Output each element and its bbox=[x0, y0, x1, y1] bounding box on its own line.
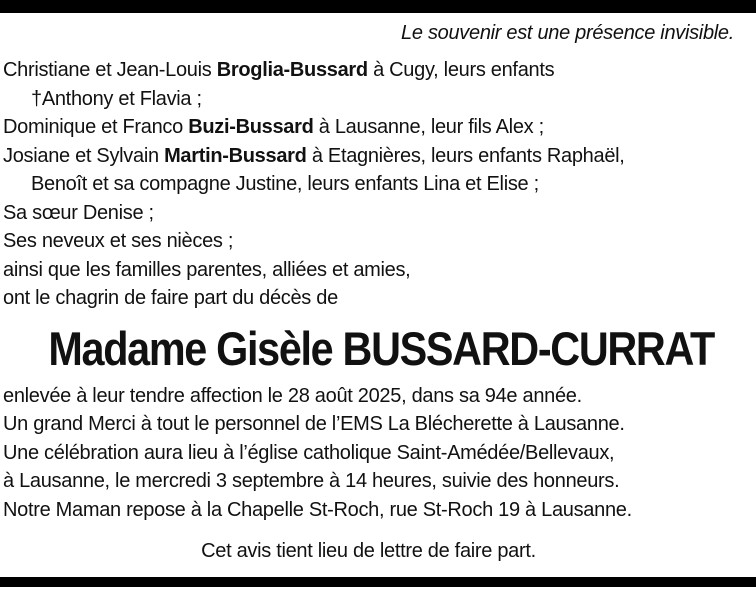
family-lines bbox=[3, 56, 734, 313]
family-line bbox=[3, 170, 734, 199]
detail-line: à Lausanne, le mercredi 3 septembre à 14 heures, suivie des honneurs. bbox=[3, 470, 620, 492]
family-line-text: à Lausanne, leur fils Alex ; bbox=[313, 116, 544, 138]
family-surname: Broglia-Bussard bbox=[216, 59, 368, 81]
family-line-text: Benoît et sa compagne Justine, leurs enfants Lina et Elise ; bbox=[31, 173, 539, 195]
detail-line: Notre Maman repose à la Chapelle St-Roch, rue St-Roch 19 à Lausanne. bbox=[3, 498, 632, 521]
family-line-text: à Cugy, leurs enfants bbox=[367, 59, 555, 81]
family-line bbox=[3, 113, 734, 142]
family-line bbox=[3, 256, 734, 285]
family-line bbox=[3, 199, 734, 228]
top-rule-bar bbox=[0, 0, 756, 13]
detail-line: enlevée à leur tendre affection le 28 août 2025, dans sa 94e année. bbox=[3, 384, 582, 407]
family-line-text: ainsi que les familles parentes, alliées et amies, bbox=[3, 258, 411, 281]
deceased-name: Madame Gisèle BUSSARD-CURRAT bbox=[48, 321, 714, 375]
closing-line: Cet avis tient lieu de lettre de faire part. bbox=[201, 540, 536, 562]
family-line bbox=[3, 85, 734, 114]
family-line-text: Sa sœur Denise ; bbox=[3, 201, 154, 224]
detail-line: Une célébration aura lieu à l’église catholique Saint-Amédée/Bellevaux, bbox=[3, 441, 615, 464]
family-line-text: Ses neveux et ses nièces ; bbox=[3, 230, 234, 252]
family-line-text: à Etagnières, leurs enfants Raphaël, bbox=[306, 144, 625, 167]
family-line-text: ont le chagrin de faire part du décès de bbox=[3, 287, 338, 309]
family-surname: Buzi-Bussard bbox=[188, 116, 314, 138]
family-line-text: Josiane et Sylvain bbox=[3, 144, 165, 167]
detail-lines bbox=[3, 382, 734, 525]
deceased-name-heading bbox=[3, 322, 734, 375]
family-line-text: Christiane et Jean-Louis bbox=[3, 59, 217, 81]
family-line-text: Dominique et Franco bbox=[3, 116, 189, 138]
notice-content bbox=[0, 13, 756, 566]
family-line bbox=[3, 284, 734, 313]
family-line bbox=[3, 142, 734, 171]
family-line bbox=[3, 56, 734, 85]
epigraph: Le souvenir est une présence invisible. bbox=[401, 22, 734, 44]
detail-line: Un grand Merci à tout le personnel de l’EMS La Blécherette à Lausanne. bbox=[3, 413, 625, 435]
family-line bbox=[3, 227, 734, 256]
family-surname: Martin-Bussard bbox=[164, 144, 307, 167]
bottom-rule-bar bbox=[0, 577, 756, 587]
family-line-text: †Anthony et Flavia ; bbox=[31, 87, 202, 110]
